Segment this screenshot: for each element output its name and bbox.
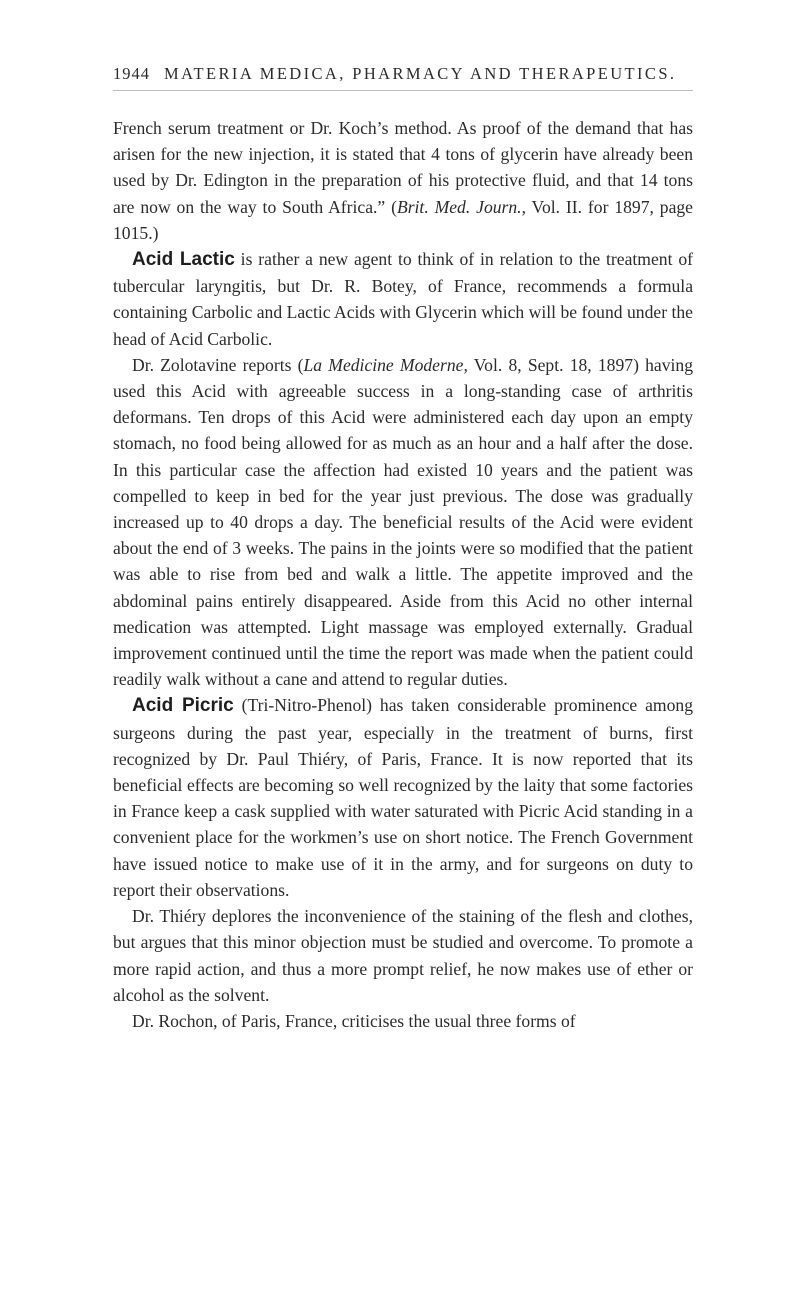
paragraph-text: , Vol. II. for 1897, page 1015.)	[113, 196, 693, 243]
page-number: 1944	[113, 64, 150, 83]
paragraph-text: Dr. Thiéry deplores the inconvenience of the staining of the flesh and clothes, but argues that this minor objection must be studied and overcome. To promote a more rapid action, and thus a more prompt relief, he now makes use of ether or alcohol as the solvent.	[113, 906, 693, 1005]
paragraph	[113, 246, 693, 352]
paragraph	[113, 692, 693, 903]
running-title: MATERIA MEDICA, PHARMACY AND THERAPEUTICS.	[164, 64, 677, 83]
paragraph-text: (Tri-Nitro-Phenol) has taken considerable prominence among surgeons during the past year, especially in the treatment of burns, first recognized by Dr. Paul Thiéry, of Paris, France. It is now reported that its beneficial effects are becoming so well recognized by the laity that some factories in France keep a cask supplied with water saturated with Picric Acid standing in a convenient place for the workmen’s use on short notice. The French Government have issued notice to make use of it in the army, and for surgeons on duty to report their observations.	[113, 695, 693, 900]
paragraph	[113, 352, 693, 693]
paragraph-text: is rather a new agent to think of in relation to the treatment of tubercular laryngitis, but Dr. R. Botey, of France, recommends a formula containing Carbolic and Lactic Acids with Glycerin which will be found under the head of Acid Carbolic.	[113, 249, 693, 349]
paragraph-text: Dr. Rochon, of Paris, France, criticises the usual three forms of	[132, 1010, 576, 1031]
header-rule	[113, 90, 693, 91]
paragraph-text: French serum treatment or Dr. Koch’s method. As proof of the demand that has arisen for the new injection, it is stated that 4 tons of glycerin have already been used by Dr. Edington in the preparation of his protective fluid, and that 14 tons are now on the way to South Africa.” (	[113, 118, 693, 217]
body-text	[113, 115, 693, 1034]
paragraph-text: Vol. 8, Sept. 18, 1897) having used this Acid with agreeable success in a long-standing case of arthritis deformans. Ten drops of this Acid were administered each day upon an empty stomach, no food being allowed for as much as an hour and a half after the dose. In this particular case the affection had existed 10 years and the patient was compelled to keep in bed for the year just previous. The dose was gradually increased up to 40 drops a day. The beneficial results of the Acid were evident about the end of 3 weeks. The pains in the joints were so modified that the patient was able to rise from bed and walk a little. The appetite improved and the abdominal pains entirely disappeared. Aside from this Acid no other internal medication was attempted. Light massage was employed externally. Gradual improvement continued until the time the report was made when the patient could readily walk without a cane and attend to regular duties.	[113, 354, 694, 690]
section-heading: Acid Lactic	[132, 249, 235, 271]
paragraph-text: Dr. Zolotavine reports (	[132, 354, 304, 375]
running-header	[113, 64, 693, 84]
citation-title: La Medicine Moderne,	[303, 354, 468, 375]
section-heading: Acid Picric	[132, 695, 234, 717]
paragraph	[113, 903, 693, 1008]
paragraph	[113, 115, 693, 246]
citation-title: Brit. Med. Journ.	[396, 196, 522, 217]
paragraph	[113, 1008, 693, 1034]
